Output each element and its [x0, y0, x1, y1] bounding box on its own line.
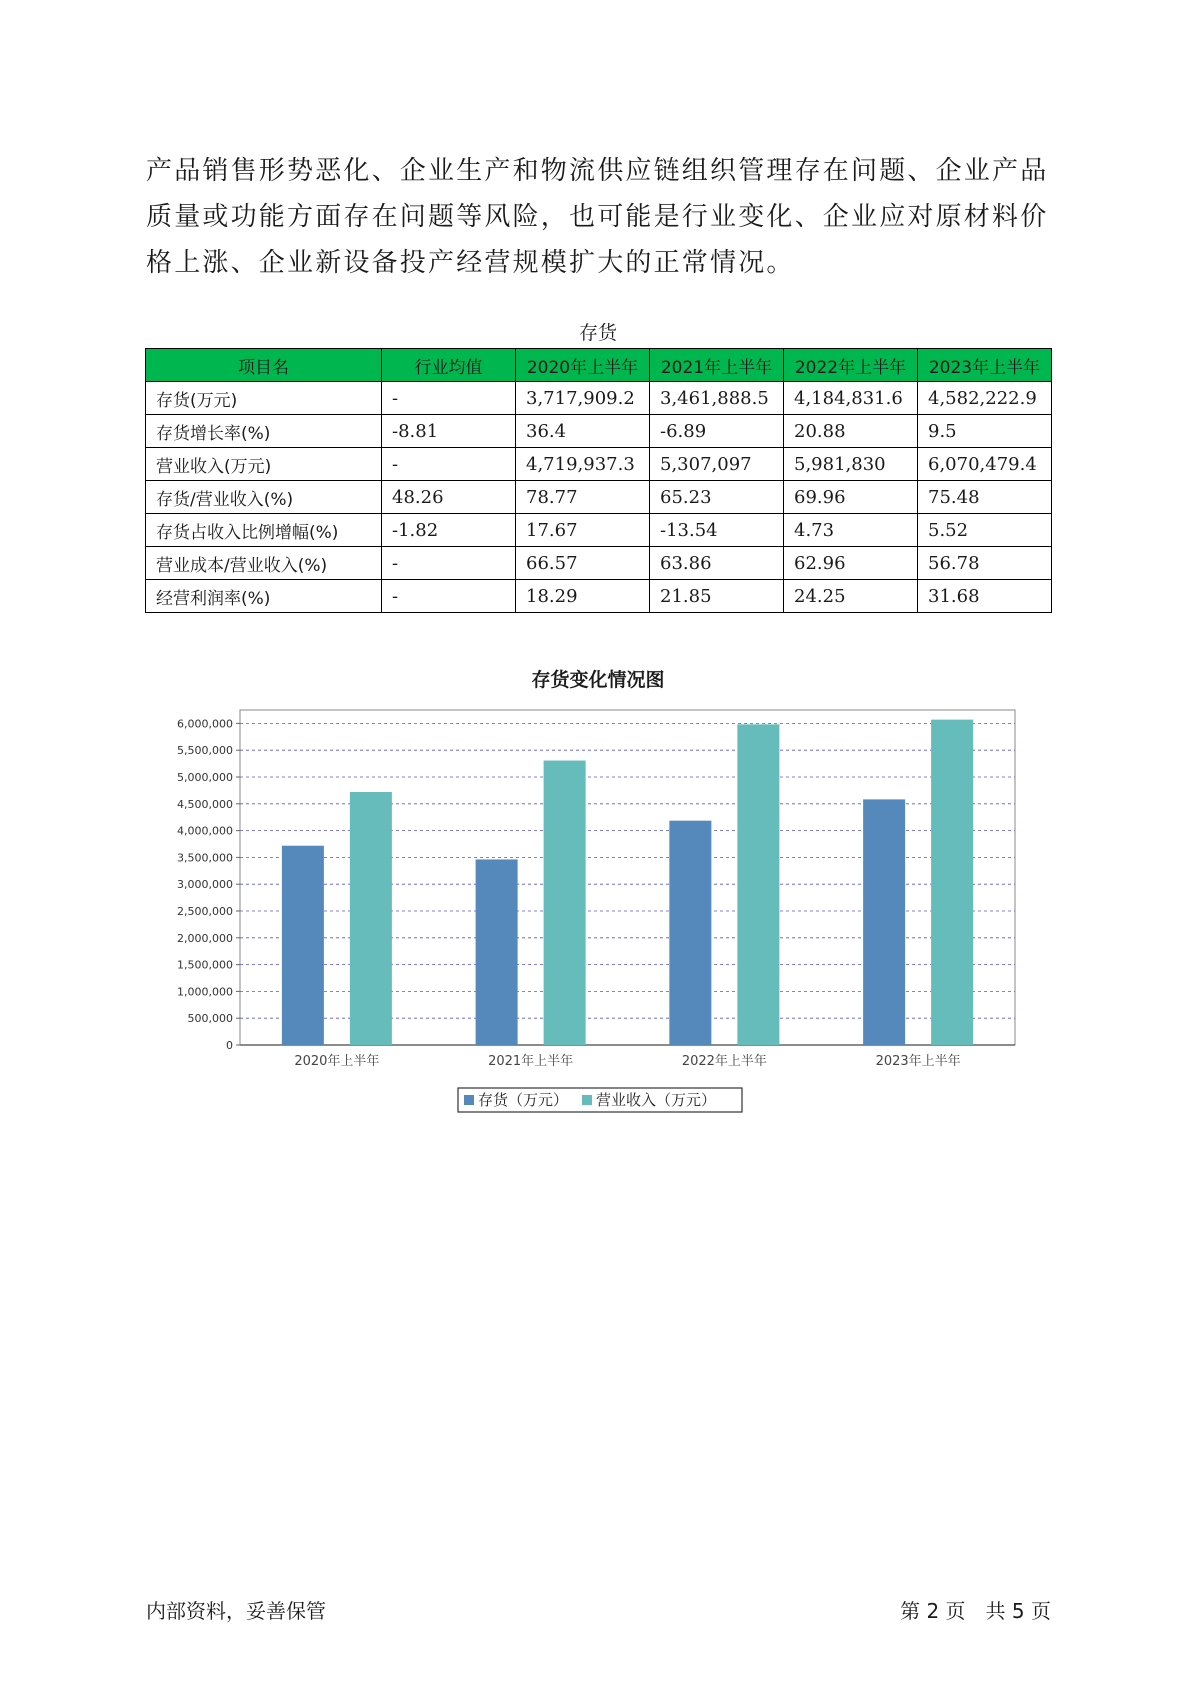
table-row — [146, 514, 1052, 547]
table-cell: 48.26 — [382, 481, 516, 514]
table-row — [146, 547, 1052, 580]
table-cell: 31.68 — [918, 580, 1052, 613]
y-tick-label: 500,000 — [187, 1012, 233, 1026]
legend-label: 营业收入（万元） — [596, 1091, 717, 1109]
col-header: 2022年上半年 — [784, 349, 918, 382]
table-cell: 24.25 — [784, 580, 918, 613]
inventory-table — [145, 348, 1052, 613]
y-tick-label: 1,500,000 — [177, 958, 233, 972]
body-paragraph — [146, 148, 1051, 286]
y-tick-label: 3,000,000 — [177, 878, 233, 892]
table-cell: 65.23 — [650, 481, 784, 514]
y-tick-label: 2,500,000 — [177, 905, 233, 918]
table-caption: 存货 — [578, 322, 617, 344]
paragraph-line: 格上涨、企业新设备投产经营规模扩大的正常情况。 — [146, 248, 795, 278]
col-header: 项目名 — [146, 349, 382, 382]
table-cell: 4,719,937.3 — [516, 448, 650, 481]
table-cell: 21.85 — [650, 580, 784, 613]
table-cell: 3,717,909.2 — [516, 382, 650, 415]
table-cell: 4,184,831.6 — [784, 382, 918, 415]
y-tick-label: 3,500,000 — [177, 851, 233, 865]
chart-title: 存货变化情况图 — [531, 669, 665, 691]
table-cell: 存货增长率(%) — [146, 415, 382, 448]
table-cell: -1.82 — [382, 514, 516, 547]
y-tick-label: 0 — [226, 1039, 233, 1052]
table-cell: -8.81 — [382, 415, 516, 448]
table-cell: 56.78 — [918, 547, 1052, 580]
footer-page-number: 第 2 页 共 5 页 — [900, 1599, 1051, 1623]
bar-revenue — [931, 720, 973, 1045]
table-header-row — [146, 349, 1052, 382]
table-cell: -13.54 — [650, 514, 784, 547]
table-cell: 经营利润率(%) — [146, 580, 382, 613]
col-header: 2023年上半年 — [918, 349, 1052, 382]
bar-inventory — [669, 821, 711, 1045]
col-header: 2021年上半年 — [650, 349, 784, 382]
table-row — [146, 382, 1052, 415]
y-tick-label: 4,500,000 — [177, 797, 233, 811]
y-tick-label: 1,000,000 — [177, 985, 233, 999]
table-cell: 5,307,097 — [650, 448, 784, 481]
table-cell: 17.67 — [516, 514, 650, 547]
table-cell: - — [382, 448, 516, 481]
table-cell: 66.57 — [516, 547, 650, 580]
table-cell: 3,461,888.5 — [650, 382, 784, 415]
table-row — [146, 448, 1052, 481]
bar-inventory — [476, 859, 518, 1045]
x-tick-label: 2020年上半年 — [294, 1054, 380, 1069]
bar-revenue — [350, 792, 392, 1045]
y-tick-label: 5,000,000 — [177, 771, 233, 784]
table-cell: 6,070,479.4 — [918, 448, 1052, 481]
table-cell: - — [382, 580, 516, 613]
table-cell: 5,981,830 — [784, 448, 918, 481]
col-header: 行业均值 — [382, 349, 516, 382]
table-cell: 63.86 — [650, 547, 784, 580]
y-tick-label: 2,000,000 — [177, 931, 233, 945]
paragraph-line: 质量或功能方面存在问题等风险，也可能是行业变化、企业应对原材料价 — [146, 202, 1049, 232]
table-row — [146, 481, 1052, 514]
col-header: 2020年上半年 — [516, 349, 650, 382]
table-cell: 4.73 — [784, 514, 918, 547]
x-tick-label: 2022年上半年 — [681, 1054, 767, 1069]
table-cell: 存货/营业收入(%) — [146, 481, 382, 514]
footer-confidential: 内部资料，妥善保管 — [146, 1599, 326, 1623]
table-cell: 78.77 — [516, 481, 650, 514]
table-cell: 36.4 — [516, 415, 650, 448]
table-row — [146, 415, 1052, 448]
table-cell: - — [382, 547, 516, 580]
y-tick-label: 6,000,000 — [177, 717, 233, 731]
table-cell: 4,582,222.9 — [918, 382, 1052, 415]
inventory-bar-chart — [160, 700, 1030, 1120]
bar-revenue — [544, 761, 586, 1045]
legend-swatch — [464, 1095, 474, 1105]
table-cell: 9.5 — [918, 415, 1052, 448]
bar-inventory — [282, 846, 324, 1045]
table-cell: -6.89 — [650, 415, 784, 448]
table-cell: 营业收入(万元) — [146, 448, 382, 481]
table-cell: 5.52 — [918, 514, 1052, 547]
legend-swatch — [582, 1095, 592, 1105]
legend-label: 存货（万元） — [478, 1091, 569, 1109]
table-cell: 75.48 — [918, 481, 1052, 514]
table-cell: 18.29 — [516, 580, 650, 613]
bar-inventory — [863, 799, 905, 1045]
table-row — [146, 580, 1052, 613]
table-cell: 存货(万元) — [146, 382, 382, 415]
bar-revenue — [737, 724, 779, 1045]
y-tick-label: 4,000,000 — [177, 824, 233, 838]
table-cell: 存货占收入比例增幅(%) — [146, 514, 382, 547]
y-tick-label: 5,500,000 — [177, 744, 233, 758]
x-tick-label: 2023年上半年 — [875, 1054, 961, 1069]
x-tick-label: 2021年上半年 — [488, 1054, 574, 1069]
table-cell: 69.96 — [784, 481, 918, 514]
paragraph-line: 产品销售形势恶化、企业生产和物流供应链组织管理存在问题、企业产品 — [146, 156, 1049, 186]
table-cell: 62.96 — [784, 547, 918, 580]
table-cell: 20.88 — [784, 415, 918, 448]
table-cell: 营业成本/营业收入(%) — [146, 547, 382, 580]
table-cell: - — [382, 382, 516, 415]
